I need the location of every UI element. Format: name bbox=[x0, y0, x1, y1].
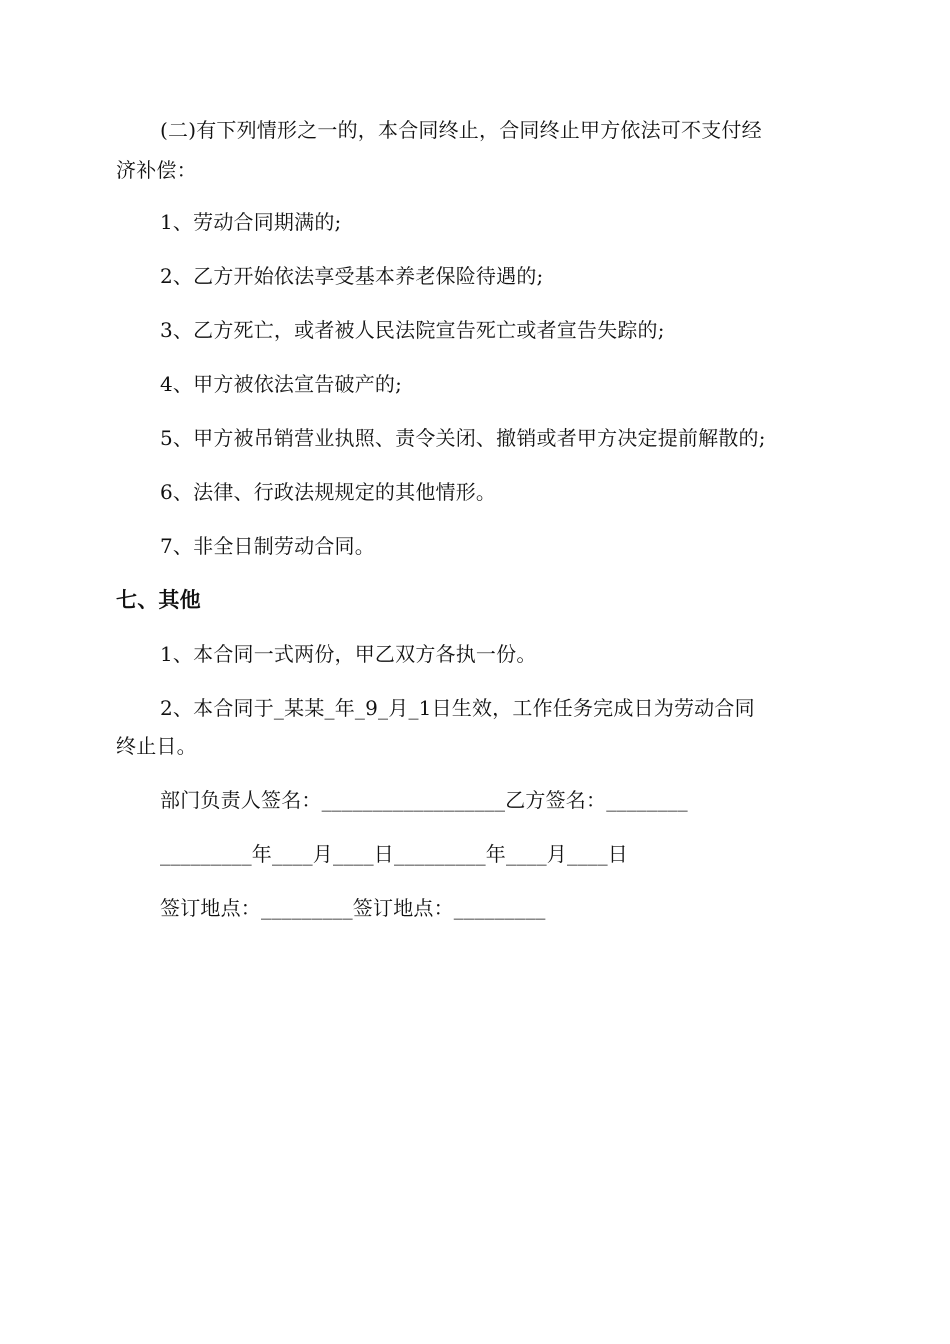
list-item: 1、劳动合同期满的; bbox=[160, 210, 342, 234]
list-item: 4、甲方被依法宣告破产的; bbox=[160, 372, 403, 396]
list-item: 5、甲方被吊销营业执照、责令关闭、撤销或者甲方决定提前解散的; bbox=[160, 426, 766, 450]
list-item: 3、乙方死亡，或者被人民法院宣告死亡或者宣告失踪的; bbox=[160, 318, 665, 342]
place-line: 签订地点：_________签订地点：_________ bbox=[160, 896, 546, 920]
section-seven-item2-line1: 2、本合同于_某某_年_9_月_1日生效，工作任务完成日为劳动合同 bbox=[160, 696, 755, 720]
list-item: 2、乙方开始依法享受基本养老保险待遇的; bbox=[160, 264, 544, 288]
list-item: 6、法律、行政法规规定的其他情形。 bbox=[160, 480, 497, 504]
section-two-intro-line1: (二)有下列情形之一的，本合同终止，合同终止甲方依法可不支付经 bbox=[160, 118, 762, 142]
section-seven-item2-line2: 终止日。 bbox=[116, 734, 197, 758]
section-seven-heading: 七、其他 bbox=[116, 588, 201, 612]
signature-line: 部门负责人签名：__________________乙方签名：________ bbox=[160, 788, 688, 812]
list-item: 7、非全日制劳动合同。 bbox=[160, 534, 375, 558]
section-two-intro-line2: 济补偿： bbox=[116, 158, 197, 182]
date-line: _________年____月____日_________年____月____日 bbox=[160, 842, 628, 866]
section-seven-item1: 1、本合同一式两份，甲乙双方各执一份。 bbox=[160, 642, 537, 666]
